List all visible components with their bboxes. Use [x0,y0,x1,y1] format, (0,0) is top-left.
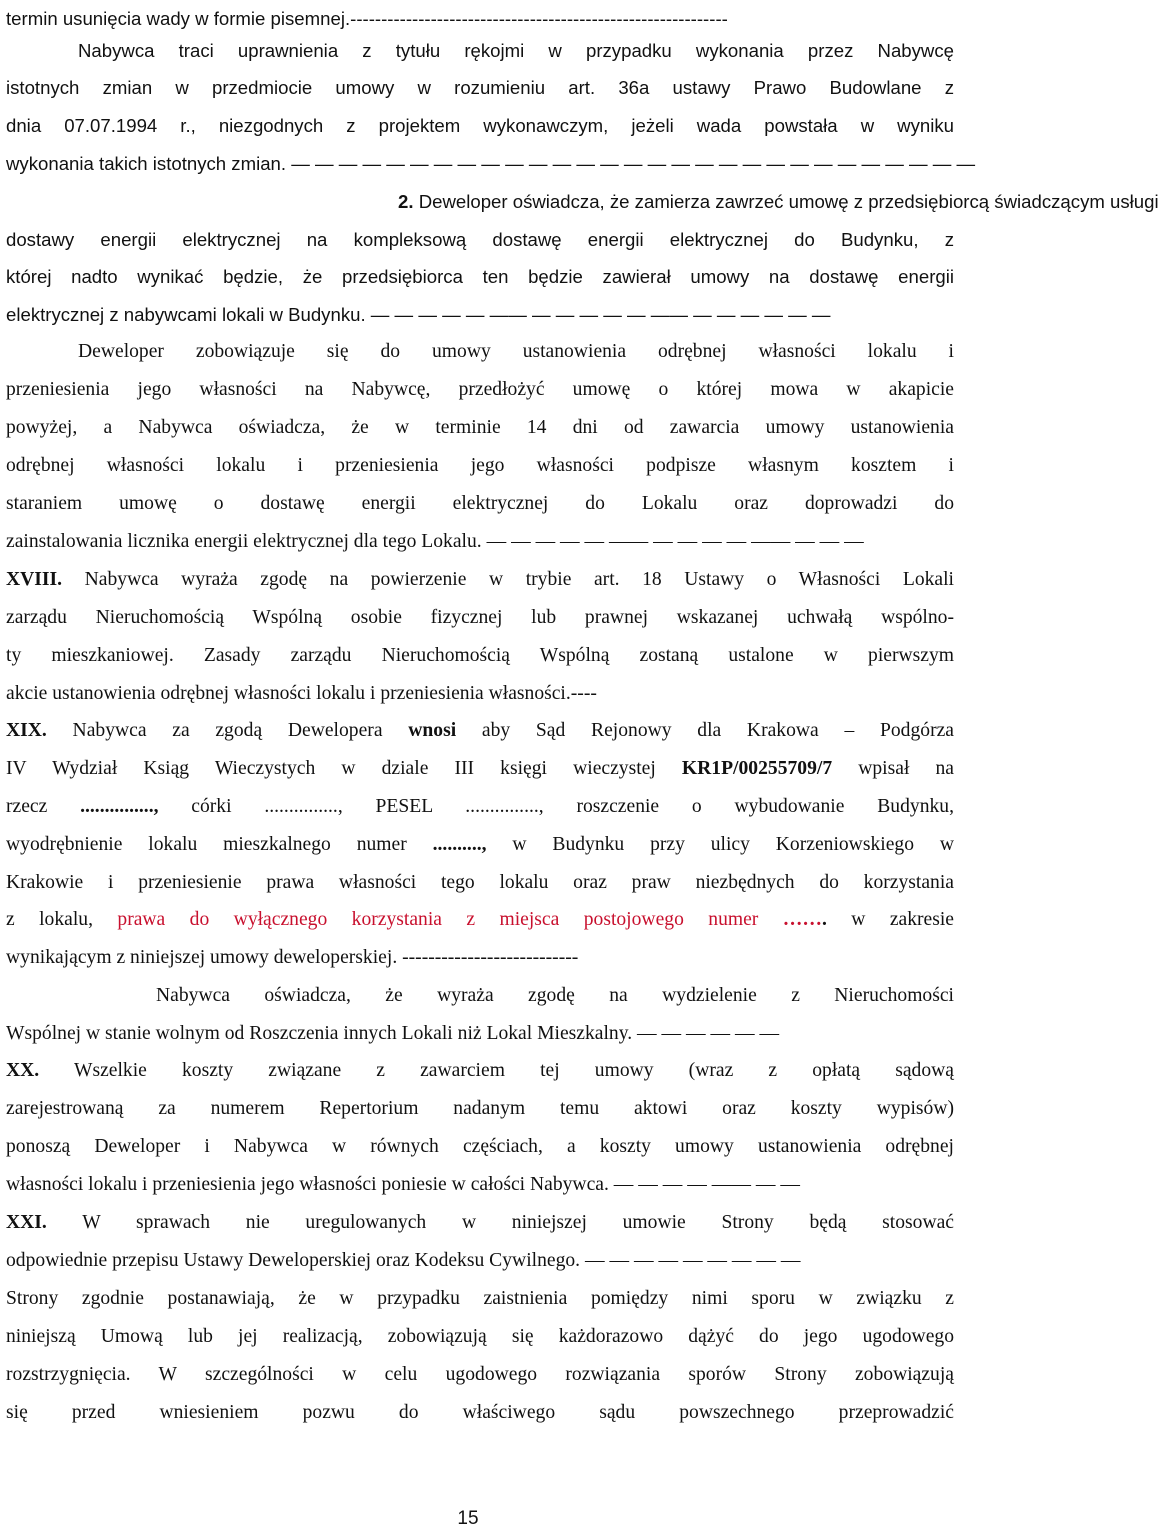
text-segment: ponoszą Deweloper i Nabywca w równych częściach, a koszty umowy ustanowienia odrębnej [6,1136,954,1157]
text-line [6,1394,954,1432]
text-line [6,69,954,107]
text-segment: — — — — —— — — [613,1174,800,1195]
text-segment: — — — — — —— — — — — —— — — — [486,531,864,552]
text-segment: ------------------------------------------------------------- [350,8,728,29]
text-segment: własności lokalu i przeniesienia jego własności poniesie w całości Nabywca. [6,1174,614,1195]
text-segment: W sprawach nie uregulowanych w niniejszej umowie Strony będą stosować [46,1212,954,1233]
text-segment: Krakowie i przeniesienie prawa własności tego lokalu oraz praw niezbędnych do korzystania [6,872,954,893]
text-line [6,675,954,713]
text-segment: córki ..............., PESEL ..............., roszczenie o wybudowanie Budynku, [158,796,954,817]
page-number: 15 [457,1508,479,1529]
text-segment: wykonania takich istotnych zmian. [6,153,292,174]
bold-text: ..............., [80,796,159,817]
text-segment: odpowiednie przepisu Ustawy Deweloperskiej oraz Kodeksu Cywilnego. [6,1250,585,1271]
text-line [6,447,954,485]
text-segment: Nabywca traci uprawnienia z tytułu rękojmi w przypadku wykonania przez Nabywcę [78,40,954,61]
text-line [6,1280,954,1318]
text-line [6,107,954,145]
text-line [6,409,954,447]
text-segment: — — — — — — — — — — — — — — — — — — — — — — — — — — — — — [291,153,976,174]
text-line [6,637,954,675]
text-line [6,788,954,826]
text-segment: dnia 07.07.1994 r., niezgodnych z projektem wykonawczym, jeżeli wada powstała w wyniku [6,115,954,136]
bold-text: KR1P/00255709/7 [681,758,833,779]
text-segment: Strony zgodnie postanawiają, że w przypadku zaistnienia pomiędzy nimi sporu w związku z [6,1288,954,1309]
text-line [6,221,954,259]
bold-text: XXI. [6,1212,47,1233]
bold-text: XVIII. [6,569,63,590]
text-line [6,296,954,334]
text-line [6,1242,954,1280]
text-line [6,1356,954,1394]
text-line [6,1128,954,1166]
text-segment: IV Wydział Ksiąg Wieczystych w dziale III księgi wieczystej [6,758,682,779]
bold-text: wnosi [408,720,457,741]
text-segment: — — — — — — — — — [584,1250,801,1271]
text-segment: istotnych zmian w przedmiocie umowy w rozumieniu art. 36a ustawy Prawo Budowlane z [6,77,954,98]
text-segment: wynikającym z niniejszej umowy deweloperskiej. --------------------------- [6,947,579,968]
text-segment: dostawy energii elektrycznej na kompleksową dostawę energii elektrycznej do Budynku, z [6,229,954,250]
text-segment: — — — — — —— — — — — — —— — — — — — — [370,304,831,325]
text-segment: Wspólnej w stanie wolnym od Roszczenia innych Lokali niż Lokal Mieszkalny. [6,1023,638,1044]
text-segment: Deweloper oświadcza, że zamierza zawrzeć umowę z przedsiębiorcą świadczącym usługi [418,191,1159,212]
text-line [6,712,954,750]
text-line [156,977,954,1015]
text-line [6,258,954,296]
text-line [6,1090,954,1128]
text-line [6,1052,954,1090]
text-segment: powyżej, a Nabywca oświadcza, że w terminie 14 dni od zawarcia umowy ustanowienia [6,417,954,438]
highlighted-text: …… [758,909,822,930]
text-segment: — — — — — — [637,1023,780,1044]
text-line [6,371,954,409]
text-line [6,826,954,864]
text-segment: termin usunięcia wady w formie pisemnej. [6,8,351,29]
bold-text: . [821,909,827,930]
text-line [6,864,954,902]
text-segment: której nadto wynikać będzie, że przedsiębiorca ten będzie zawierał umowy na dostawę energii [6,266,954,287]
text-line [6,599,954,637]
text-segment: się przed wniesieniem pozwu do właściwego sądu powszechnego przeprowadzić [6,1402,954,1423]
text-segment: akcie ustanowienia odrębnej własności lokalu i przeniesienia własności.---- [6,683,597,704]
text-line [6,1318,954,1356]
text-segment: Deweloper zobowiązuje się do umowy ustanowienia odrębnej własności lokalu i [78,341,954,362]
text-segment: w Budynku przy ulicy Korzeniowskiego w [486,834,954,855]
text-line [398,183,1159,221]
text-segment: elektrycznej z nabywcami lokali w Budynku. [6,304,371,325]
text-segment: zarejestrowaną za numerem Repertorium nadanym temu aktowi oraz koszty wypisów) [6,1098,954,1119]
text-line [6,145,976,183]
text-segment: z lokalu, [6,909,118,930]
text-segment: odrębnej własności lokalu i przeniesienia jego własności podpisze własnym kosztem i [6,455,954,476]
text-segment: Wszelkie koszty związane z zawarciem tej umowy (wraz z opłatą sądową [39,1060,954,1081]
bold-text: .........., [432,834,487,855]
text-segment: rzecz [6,796,81,817]
text-line [6,485,954,523]
text-segment: wyodrębnienie lokalu mieszkalnego numer [6,834,433,855]
text-segment: wpisał na [832,758,954,779]
text-segment: w zakresie [826,909,955,930]
bold-text: XIX. [6,720,47,741]
text-line [6,750,954,788]
text-line [6,1015,954,1053]
text-segment: Nabywca wyraża zgodę na powierzenie w trybie art. 18 Ustawy o Własności Lokali [62,569,954,590]
text-segment: zainstalowania licznika energii elektrycznej dla tego Lokalu. [6,531,487,552]
text-segment: ty mieszkaniowej. Zasady zarządu Nieruchomością Wspólną zostaną ustalone w pierwszym [6,645,954,666]
text-segment: przeniesienia jego własności na Nabywcę, przedłożyć umowę o której mowa w akapicie [6,379,954,400]
text-line [6,1166,954,1204]
highlighted-text: prawa do wyłącznego korzystania z miejsca postojowego numer [117,909,759,930]
text-segment: aby Sąd Rejonowy dla Krakowa – Podgórza [456,720,954,741]
text-line [6,561,954,599]
text-line [78,333,954,371]
text-segment: Nabywca oświadcza, że wyraża zgodę na wydzielenie z Nieruchomości [156,985,954,1006]
text-segment: rozstrzygnięcia. W szczególności w celu ugodowego rozwiązania sporów Strony zobowiązują [6,1364,954,1385]
text-line [6,901,954,939]
text-line [6,939,954,977]
text-line [6,523,954,561]
text-segment: zarządu Nieruchomością Wspólną osobie fizycznej lub prawnej wskazanej uchwałą wspólno- [6,607,954,628]
bold-text: 2. [398,191,419,212]
bold-text: XX. [6,1060,40,1081]
text-line [78,32,954,70]
text-segment: Nabywca za zgodą Dewelopera [46,720,409,741]
text-segment: staraniem umowę o dostawę energii elektrycznej do Lokalu oraz doprowadzi do [6,493,954,514]
text-segment: niniejszą Umową lub jej realizacją, zobowiązują się każdorazowo dążyć do jego ugodowego [6,1326,954,1347]
text-line [6,1204,954,1242]
